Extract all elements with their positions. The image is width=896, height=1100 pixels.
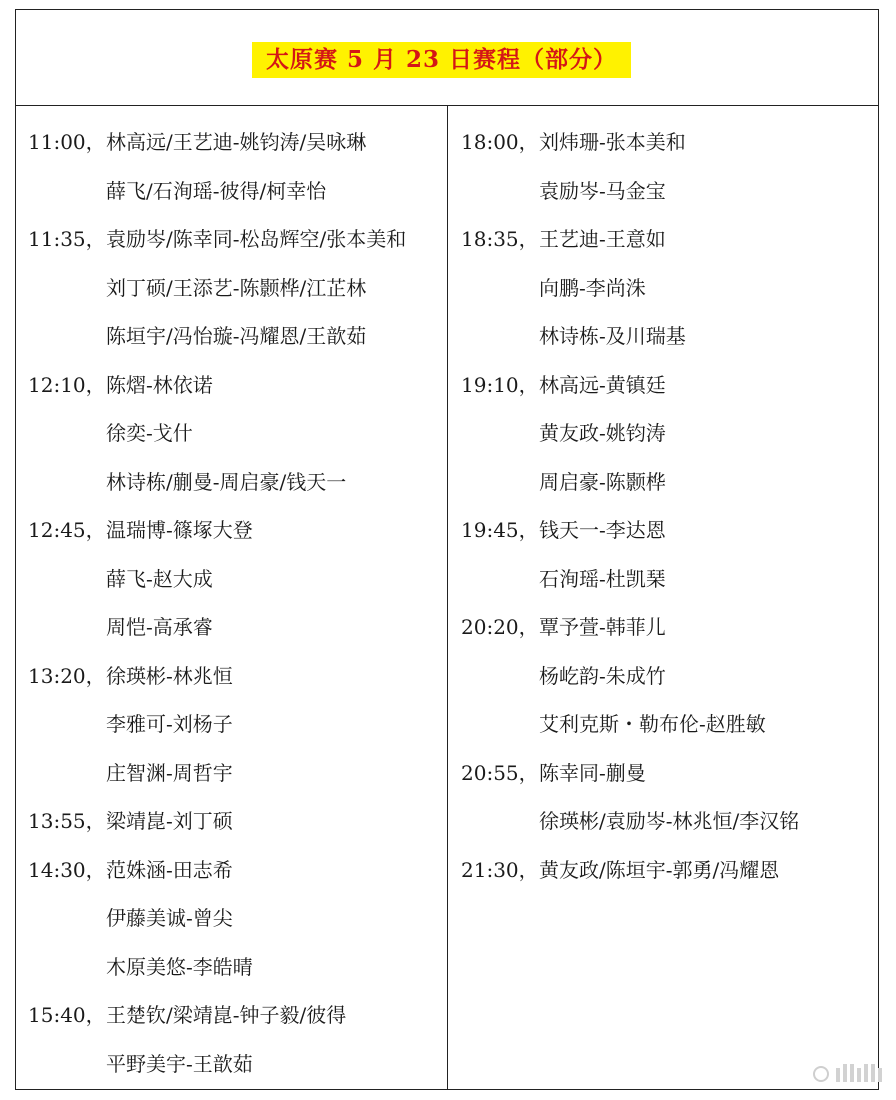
header <box>16 10 878 106</box>
match-entry: 陈熠-林依诺 <box>106 372 213 397</box>
match-entry: 林高远/王艺迪-姚钧涛/吴咏琳 <box>106 130 367 154</box>
match-entry: 艾利克斯・勒布伦-赵胜敏 <box>539 712 766 736</box>
match-entry: 刘丁硕/王添艺-陈颢桦/江芷林 <box>106 275 367 300</box>
match-entry: 范姝涵-田志希 <box>106 857 233 882</box>
watermark-circle-icon <box>813 1066 829 1082</box>
match-entry: 钱天一-李达恩 <box>539 518 666 542</box>
watermark-logo <box>813 1064 882 1082</box>
match-entry: 薛飞/石洵瑶-彼得/柯幸怡 <box>106 178 327 203</box>
page-title: 太原赛 5 月 23 日赛程（部分） <box>252 42 631 78</box>
watermark-bar <box>864 1064 868 1082</box>
match-entry: 袁励岑/陈幸同-松岛辉空/张本美和 <box>106 227 407 251</box>
match-entry: 温瑞博-篠塚大登 <box>106 518 253 542</box>
match-entry: 李雅可-刘杨子 <box>106 712 233 736</box>
time-slot: 19:45， <box>461 518 539 542</box>
match-entry: 杨屹韵-朱成竹 <box>539 663 666 688</box>
match-entry: 刘炜珊-张本美和 <box>539 130 686 154</box>
match-entry: 梁靖崑-刘丁硕 <box>106 809 233 833</box>
watermark-bar <box>857 1068 861 1082</box>
time-slot: 12:45， <box>28 518 106 542</box>
match-entry: 石洵瑶-杜凯琹 <box>539 566 666 591</box>
match-entry: 王艺迪-王意如 <box>539 227 666 251</box>
match-entry: 向鹏-李尚洙 <box>539 275 646 300</box>
match-entry: 伊藤美诚-曾尖 <box>106 906 233 930</box>
match-entry: 木原美悠-李皓晴 <box>106 954 253 979</box>
match-entry: 陈幸同-蒯曼 <box>539 760 646 785</box>
match-entry: 林诗栋/蒯曼-周启豪/钱天一 <box>106 469 347 494</box>
time-slot: 12:10， <box>28 372 106 397</box>
time-slot: 11:00， <box>28 130 106 154</box>
match-entry: 平野美宇-王歆茹 <box>106 1051 253 1076</box>
match-entry: 袁励岑-马金宝 <box>539 178 666 203</box>
time-slot: 15:40， <box>28 1003 106 1027</box>
time-slot: 18:00， <box>461 130 539 154</box>
time-slot: 21:30， <box>461 857 539 882</box>
watermark-bar <box>836 1068 840 1082</box>
time-slot: 13:20， <box>28 663 106 688</box>
match-entry: 庄智渊-周哲宇 <box>106 760 233 785</box>
column-divider <box>447 106 448 1090</box>
watermark-bar <box>843 1064 847 1082</box>
match-entry: 薛飞-赵大成 <box>106 566 213 591</box>
match-entry: 周恺-高承睿 <box>106 615 213 639</box>
watermark-bar <box>871 1064 875 1082</box>
time-slot: 11:35， <box>28 227 106 251</box>
match-entry: 覃予萱-韩菲儿 <box>539 615 666 639</box>
time-slot: 19:10， <box>461 372 539 397</box>
match-entry: 黄友政-姚钧涛 <box>539 421 666 445</box>
watermark-bar <box>878 1068 882 1082</box>
time-slot: 18:35， <box>461 227 539 251</box>
time-slot: 13:55， <box>28 809 106 833</box>
watermark-bar <box>850 1064 854 1082</box>
match-entry: 陈垣宇/冯怡璇-冯耀恩/王歆茹 <box>106 324 367 348</box>
time-slot: 20:55， <box>461 760 539 785</box>
schedule-sheet <box>15 9 879 1090</box>
match-entry: 徐瑛彬/袁励岑-林兆恒/李汉铭 <box>539 809 800 833</box>
match-entry: 周启豪-陈颢桦 <box>539 469 666 494</box>
match-entry: 黄友政/陈垣宇-郭勇/冯耀恩 <box>539 857 780 882</box>
match-entry: 徐奕-戈什 <box>106 421 193 445</box>
time-slot: 14:30， <box>28 857 106 882</box>
match-entry: 王楚钦/梁靖崑-钟子毅/彼得 <box>106 1003 347 1027</box>
match-entry: 林诗栋-及川瑞基 <box>539 324 686 348</box>
time-slot: 20:20， <box>461 615 539 639</box>
match-entry: 林高远-黄镇廷 <box>539 372 666 397</box>
match-entry: 徐瑛彬-林兆恒 <box>106 663 233 688</box>
